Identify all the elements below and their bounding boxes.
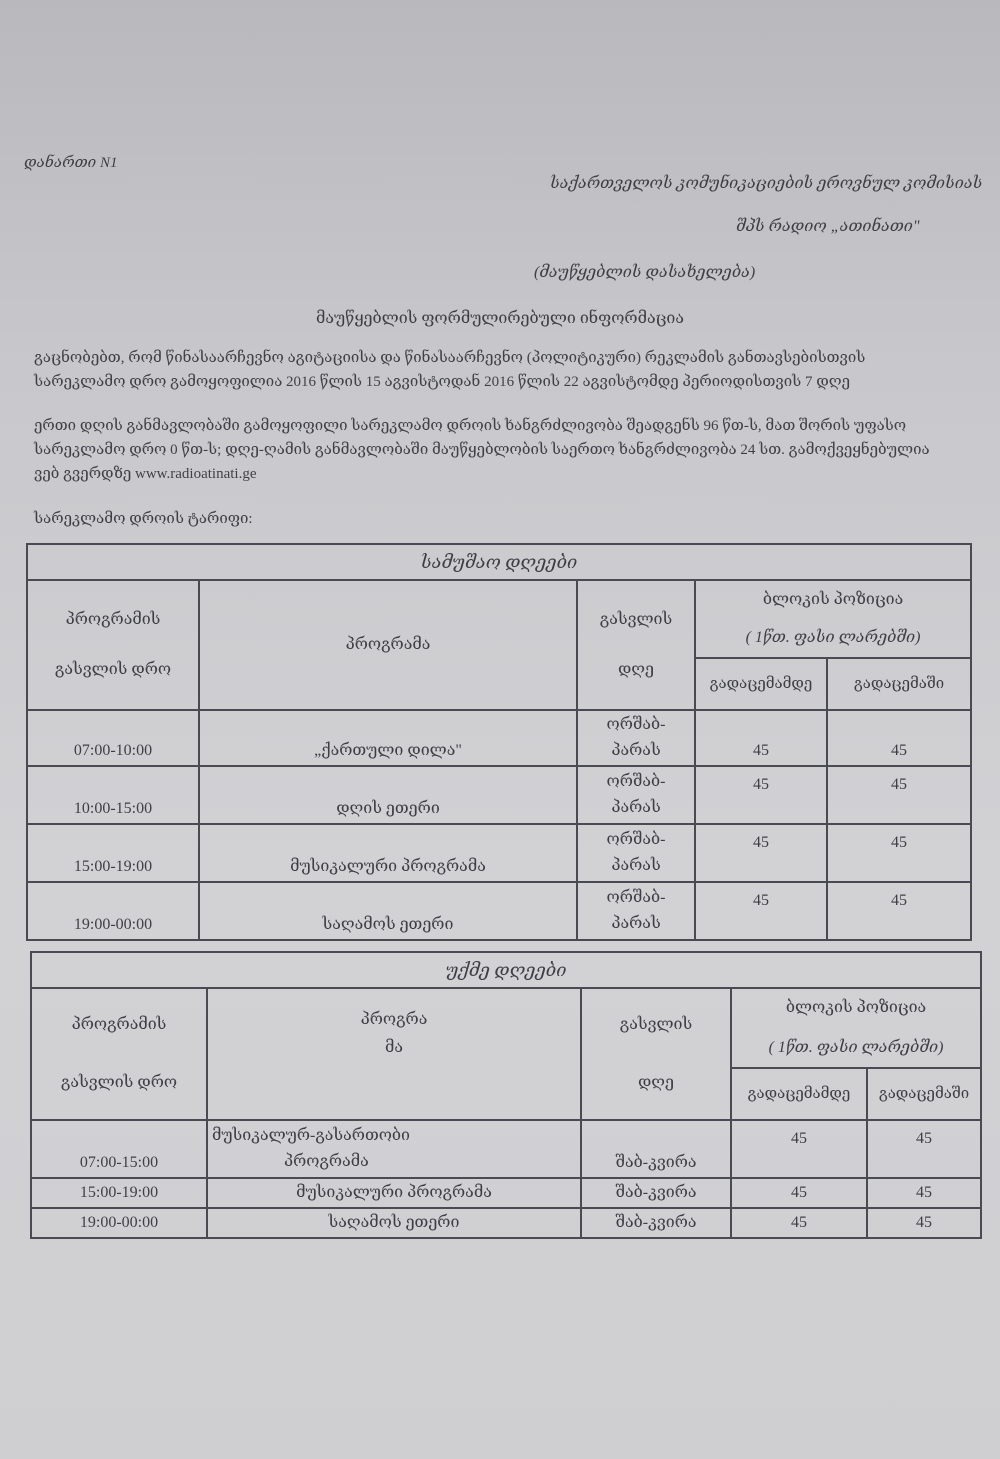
table-row [27, 710, 971, 766]
sender-caption: (მაუწყებლის დასახელება) [534, 264, 756, 281]
recipient-line-2: შპს რადიო „ათინათი" [736, 218, 920, 235]
row-price-before: 45 [731, 1208, 867, 1238]
row-day: ორშაბ- პარას [577, 824, 695, 882]
row-price-during: 45 [827, 882, 971, 940]
table-row [27, 766, 971, 824]
row-time: 19:00-00:00 [31, 1208, 207, 1238]
header-day: გასვლის დღე [577, 580, 695, 710]
table-row [31, 1208, 981, 1238]
header-before-program: გადაცემამდე [695, 658, 827, 710]
workdays-title: სამუშაო დღეები [27, 544, 971, 580]
weekend-table [30, 951, 982, 1239]
row-day: შაბ-კვირა [581, 1178, 731, 1208]
row-program: საღამოს ეთერი [207, 1208, 581, 1238]
header-during-program: გადაცემაში [827, 658, 971, 710]
header-block-position: ბლოკის პოზიცია ( 1წთ. ფასი ლარებში) [731, 988, 981, 1068]
row-time: 15:00-19:00 [31, 1178, 207, 1208]
row-price-before: 45 [731, 1178, 867, 1208]
row-price-before: 45 [695, 824, 827, 882]
workdays-table [26, 543, 972, 941]
tariff-label: სარეკლამო დროის ტარიფი: [34, 511, 253, 527]
header-before-program: გადაცემამდე [731, 1068, 867, 1120]
row-program: მუსიკალური პროგრამა [199, 824, 577, 882]
row-time: 07:00-15:00 [31, 1120, 207, 1178]
row-price-during: 45 [867, 1208, 981, 1238]
weekend-title: უქმე დღეები [31, 952, 981, 988]
table-row [27, 882, 971, 940]
row-day: შაბ-კვირა [581, 1120, 731, 1178]
row-time: 07:00-10:00 [27, 710, 199, 766]
table-row [31, 1178, 981, 1208]
row-program: საღამოს ეთერი [199, 882, 577, 940]
row-program: მუსიკალური პროგრამა [207, 1178, 581, 1208]
row-day: ორშაბ- პარას [577, 766, 695, 824]
row-day: ორშაბ- პარას [577, 882, 695, 940]
row-price-before: 45 [695, 882, 827, 940]
header-during-program: გადაცემაში [867, 1068, 981, 1120]
row-price-before: 45 [695, 710, 827, 766]
row-price-during: 45 [867, 1178, 981, 1208]
table-row [27, 824, 971, 882]
row-program: დღის ეთერი [199, 766, 577, 824]
row-price-during: 45 [827, 766, 971, 824]
header-time: პროგრამის გასვლის დრო [27, 580, 199, 710]
row-price-before: 45 [731, 1120, 867, 1178]
intro-paragraph-2: ერთი დღის განმავლობაში გამოყოფილი სარეკლამო დროის ხანგრძლივობა შეადგენს 96 წთ-ს, მათ შორის უფასო სარეკლამო დრო 0 წთ-ს; დღე-ღამის განმავლობაში მაუწყებლობის საერთო ხანგრძლივობა 24 სთ. გამოქვეყნებულია ვებ გვერდზე www.radioatinati.ge [34, 418, 930, 482]
header-block-position: ბლოკის პოზიცია ( 1წთ. ფასი ლარებში) [695, 580, 971, 658]
row-time: 19:00-00:00 [27, 882, 199, 940]
document-heading: მაუწყებლის ფორმულირებული ინფორმაცია [315, 310, 685, 327]
header-day: გასვლის დღე [581, 988, 731, 1120]
header-time: პროგრამის გასვლის დრო [31, 988, 207, 1120]
annex-label: დანართი N1 [24, 155, 118, 171]
intro-paragraph-1: გაცნობებთ, რომ წინასაარჩევნო აგიტაციისა და წინასაარჩევნო (პოლიტიკური) რეკლამის განთავსებისთვის სარეკლამო დრო გამოყოფილია 2016 წლის 15 აგვისტოდან 2016 წლის 22 აგვისტომდე პერიოდისთვის 7 დღე [34, 350, 866, 390]
row-program: „ქართული დილა" [199, 710, 577, 766]
row-price-during: 45 [827, 710, 971, 766]
row-time: 15:00-19:00 [27, 824, 199, 882]
row-time: 10:00-15:00 [27, 766, 199, 824]
table-row [31, 1120, 981, 1178]
row-program: მუსიკალურ-გასართობი პროგრამა [207, 1120, 581, 1178]
row-day: ორშაბ- პარას [577, 710, 695, 766]
header-program: პროგრამა [199, 580, 577, 710]
recipient-line-1: საქართველოს კომუნიკაციების ეროვნულ კომისიას [550, 175, 983, 192]
row-price-before: 45 [695, 766, 827, 824]
row-day: შაბ-კვირა [581, 1208, 731, 1238]
row-price-during: 45 [867, 1120, 981, 1178]
row-price-during: 45 [827, 824, 971, 882]
header-program: პროგრა მა [207, 988, 581, 1120]
